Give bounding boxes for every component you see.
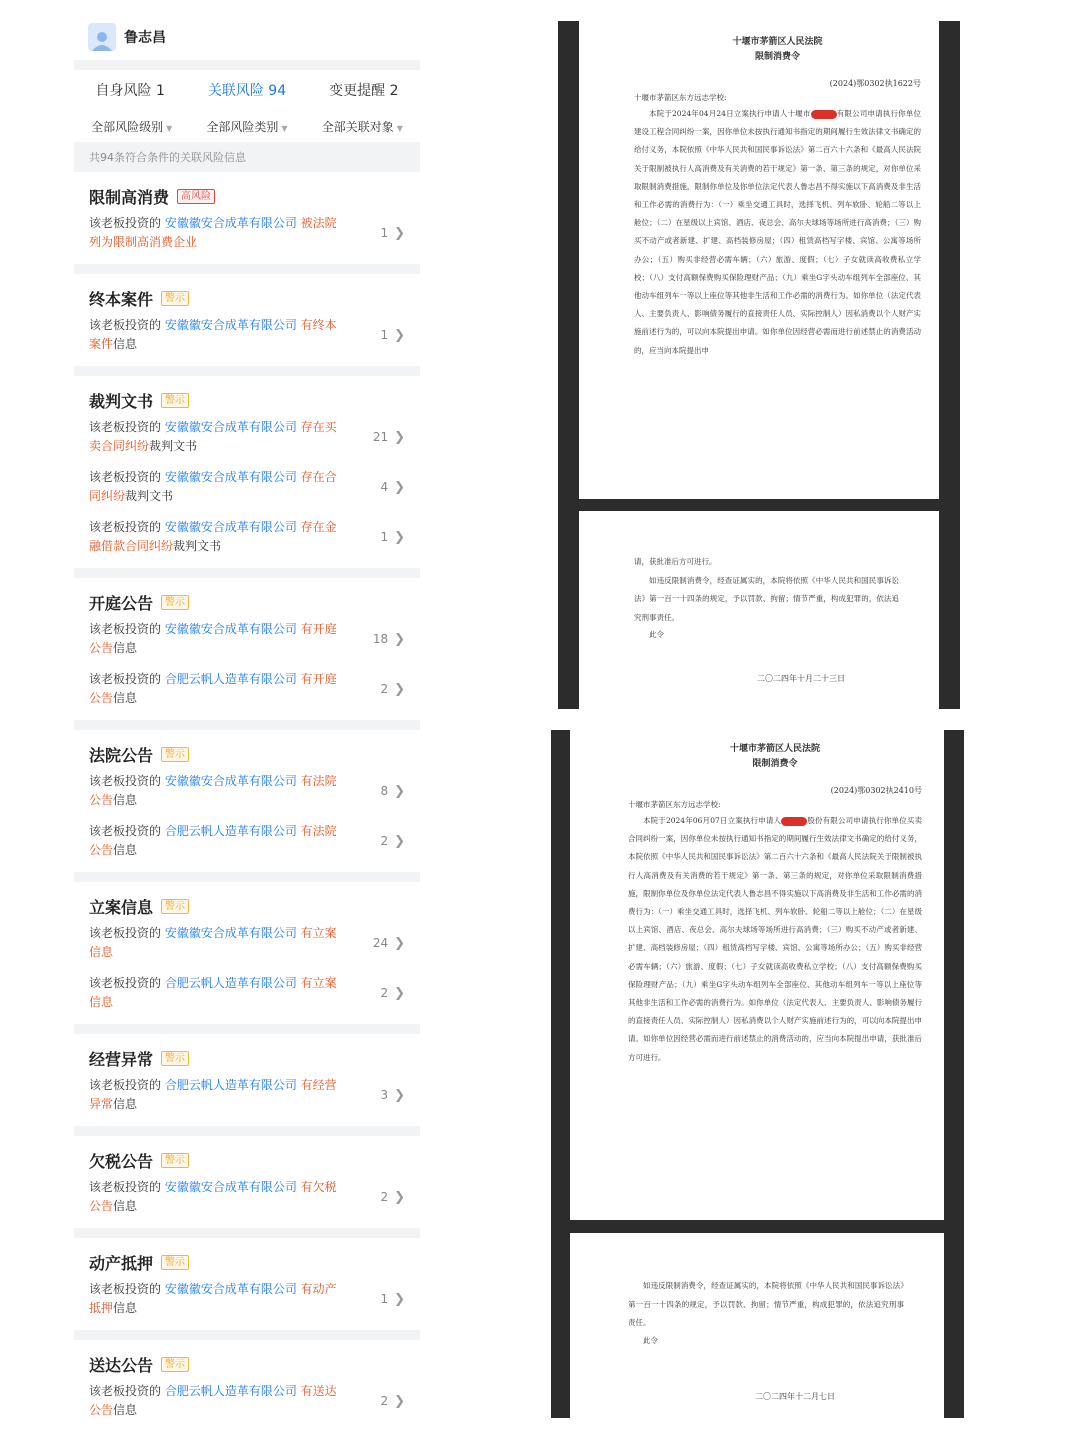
risk-section [74,730,420,872]
section-title: 限制高消费 [89,187,170,207]
risk-row-text: 该老板投资的 安徽徽安合成革有限公司 存在金融借款合同纠纷裁判文书 [89,520,337,553]
risk-level-badge: 警示 [161,747,189,762]
section-header [74,742,420,766]
company-link[interactable]: 安徽徽安合成革有限公司 [164,520,297,534]
doc2-closing: 此令 [643,1335,658,1345]
risk-level-badge: 警示 [161,1153,189,1168]
risk-level-badge: 警示 [161,899,189,914]
risk-count: 1 [380,226,389,240]
risk-row-text: 该老板投资的 安徽徽安合成革有限公司 存在合同纠纷裁判文书 [89,470,337,503]
risk-row-text: 该老板投资的 安徽徽安合成革有限公司 有立案信息 [89,926,337,959]
company-link[interactable]: 安徽徽安合成革有限公司 [164,774,297,788]
risk-row-text: 该老板投资的 安徽徽安合成革有限公司 有欠税公告信息 [89,1180,337,1213]
section-title: 法院公告 [89,745,154,765]
risk-row-text: 该老板投资的 合肥云帆人造革有限公司 有立案信息 [89,976,337,1009]
risk-section-list [74,172,420,1421]
chevron-right-icon: ❯ [394,833,405,849]
risk-row-text: 该老板投资的 合肥云帆人造革有限公司 有经营异常信息 [89,1078,337,1111]
caret-down-icon: ▼ [281,123,288,133]
document-2-page-2 [570,1233,944,1418]
section-title: 开庭公告 [89,593,154,613]
risk-count: 8 [380,784,389,798]
risk-app-screenshot [74,14,420,1421]
section-header [74,1250,420,1274]
risk-section [74,578,420,720]
section-divider [74,872,420,882]
risk-row[interactable] [74,918,420,968]
risk-section [74,172,420,264]
filter-bar [74,110,420,142]
section-divider [74,720,420,730]
risk-section [74,1238,420,1330]
tab-related-risk[interactable]: 关联风险 94 [207,83,287,99]
doc1-continuation: 请，获批准后方可进行。 如违反限制消费令，经查证属实的，本院将依照《中华人民共和国民事诉讼法》第一百一十四条的规定，予以罚款、拘留；情节严重，构成犯罪的，依法追究刑事责任。 [634,557,899,622]
filter-related-object[interactable]: 全部关联对象 ▼ [321,119,403,134]
tab-self-risk[interactable]: 自身风险 1 [95,83,165,99]
risk-type: 有开庭公告 [89,622,337,655]
doc1-closing: 此令 [649,630,664,639]
risk-count: 2 [380,682,389,696]
caret-down-icon: ▼ [166,123,173,133]
risk-row[interactable] [74,1376,420,1421]
doc2-continuation: 如违反限制消费令，经查证属实的，本院将依照《中华人民共和国民事诉讼法》第一百一十四条的规定，予以罚款、拘留；情节严重，构成犯罪的，依法追究刑事责任。 [628,1281,904,1327]
doc2-body: 本院于2024年06月07日立案执行申请人 股份有限公司申请执行你单位买卖合同纠纷一案，因你单位未按执行通知书指定的期间履行生效法律文书确定的给付义务，本院依照《中华人民共和国民事诉讼法》第二百六十六条和《最高人民法院关于限制被执行人高消费及有关消费的若干规定》第一条、第三条的规定，对你单位采取限制消费措施，限制你单位及你单位法定代表人鲁志昌不得实施以下高消费及非生活和工作必需的消费行为：（一）乘坐交通工具时，选择飞机、列车软卧、轮船二等以上舱位；（二）在星级以上宾馆、酒店、夜总会、高尔夫球场等场所进行高消费；（三）购买不动产或者新建、扩建、高档装修房屋；（四）租赁高档写字楼、宾馆、公寓等场所办公；（五）购买非经营必需车辆；（六）旅游、度假；（七）子女就读高收费私立学校；（八）支付高额保费购买保险理财产品；（九）乘坐G字头动车组列车全部座位、其他动车组列车一等以上座位等其他非生活和工作必需的消费行为。如你单位（法定代表人、主要负责人、影响债务履行的直接责任人员、实际控制人）因私消费以个人财产实施前述行为的，可以向本院提出申请。如你单位因经营必需而进行前述禁止的消费活动的，应当向本院提出申请，获批准后方可进行。 [628,816,922,1062]
risk-row-text: 该老板投资的 安徽徽安合成革有限公司 有法院公告信息 [89,774,337,807]
risk-level-badge: 警示 [161,393,189,408]
chevron-right-icon: ❯ [394,935,405,951]
company-link[interactable]: 安徽徽安合成革有限公司 [164,318,297,332]
risk-row-text: 该老板投资的 安徽徽安合成革有限公司 被法院列为限制高消费企业 [89,216,337,249]
risk-row[interactable] [74,462,420,512]
doc1-date: 二〇二四年十月二十三日 [757,674,845,683]
risk-type: 有立案信息 [89,976,337,1009]
company-link[interactable]: 合肥云帆人造革有限公司 [164,824,297,838]
doc1-number: (2024)鄂0302执1622号 [829,79,921,88]
risk-count: 4 [380,480,389,494]
risk-type: 有立案信息 [89,926,337,959]
risk-section [74,882,420,1024]
risk-row[interactable] [74,1274,420,1324]
risk-row-text: 该老板投资的 安徽徽安合成革有限公司 有终本案件信息 [89,318,337,351]
chevron-right-icon: ❯ [394,429,405,445]
risk-type: 有法院公告 [89,774,337,807]
risk-row[interactable] [74,664,420,714]
company-link[interactable]: 安徽徽安合成革有限公司 [164,216,297,230]
result-summary: 共94条符合条件的关联风险信息 [74,142,420,172]
risk-type: 有终本案件 [89,318,337,351]
chevron-right-icon: ❯ [394,529,405,545]
risk-level-badge: 警示 [161,1357,189,1372]
doc2-date: 二〇二四年十二月七日 [755,1392,835,1401]
filter-risk-category[interactable]: 全部风险类别 ▼ [206,119,288,134]
risk-type: 存在合同纠纷 [89,470,337,503]
chevron-right-icon: ❯ [394,1393,405,1409]
company-link[interactable]: 安徽徽安合成革有限公司 [164,926,297,940]
chevron-right-icon: ❯ [394,1291,405,1307]
risk-row[interactable] [74,208,420,258]
risk-type: 被法院列为限制高消费企业 [89,216,337,249]
risk-level-badge: 警示 [161,291,189,306]
section-divider [74,1330,420,1340]
avatar [88,23,116,51]
caret-down-icon: ▼ [396,123,403,133]
section-divider [74,264,420,274]
document-1-page-2 [579,511,939,709]
person-name: 鲁志昌 [124,30,166,46]
company-link[interactable]: 安徽徽安合成革有限公司 [164,622,297,636]
risk-row[interactable] [74,512,420,562]
risk-row-text: 该老板投资的 安徽徽安合成革有限公司 有动产抵押信息 [89,1282,337,1315]
risk-count: 24 [372,936,389,950]
risk-level-badge: 警示 [161,1051,189,1066]
person-header [74,14,420,60]
risk-section [74,1340,420,1421]
risk-row[interactable] [74,1070,420,1120]
chevron-right-icon: ❯ [394,225,405,241]
doc1-title: 限制消费令 [754,52,800,62]
redaction-mark [811,110,837,119]
section-title: 动产抵押 [89,1253,154,1273]
risk-count: 1 [380,1292,389,1306]
risk-type: 有动产抵押 [89,1282,337,1315]
company-link[interactable]: 安徽徽安合成革有限公司 [164,1180,297,1194]
company-link[interactable]: 合肥云帆人造革有限公司 [164,1078,297,1092]
section-title: 送达公告 [89,1355,154,1375]
risk-row-text: 该老板投资的 安徽徽安合成革有限公司 存在买卖合同纠纷裁判文书 [89,420,337,453]
section-header [74,1352,420,1376]
risk-type: 有开庭公告 [89,672,337,705]
doc2-addressee: 十堰市茅箭区东方远志学校: [628,800,721,809]
doc2-number: (2024)鄂0302执2410号 [830,786,922,795]
doc2-title: 限制消费令 [752,759,798,769]
section-header [74,894,420,918]
filter-risk-level[interactable]: 全部风险级别 ▼ [91,119,173,134]
section-title: 裁判文书 [89,391,154,411]
risk-type: 有法院公告 [89,824,337,857]
section-title: 经营异常 [89,1049,154,1069]
doc2-court-name: 十堰市茅箭区人民法院 [729,744,820,754]
risk-row-text: 该老板投资的 安徽徽安合成革有限公司 有开庭公告信息 [89,622,337,655]
risk-level-badge: 警示 [161,595,189,610]
risk-row[interactable] [74,816,420,866]
section-header [74,184,420,208]
chevron-right-icon: ❯ [394,1189,405,1205]
risk-count: 2 [380,1394,389,1408]
company-link[interactable]: 安徽徽安合成革有限公司 [164,420,297,434]
document-image-1 [558,21,960,709]
risk-type: 有送达公告 [89,1384,337,1417]
chevron-right-icon: ❯ [394,1087,405,1103]
risk-section [74,1136,420,1228]
section-divider [74,1126,420,1136]
risk-type: 存在金融借款合同纠纷 [89,520,337,553]
chevron-right-icon: ❯ [394,783,405,799]
doc1-court-name: 十堰市茅箭区人民法院 [732,37,823,47]
risk-count: 21 [372,430,389,444]
company-link[interactable]: 安徽徽安合成革有限公司 [164,1282,297,1296]
risk-row[interactable] [74,1172,420,1222]
risk-row[interactable] [74,614,420,664]
risk-count: 18 [372,632,389,646]
section-title: 终本案件 [89,289,154,309]
risk-section [74,1034,420,1126]
risk-section [74,376,420,568]
document-2-page-1 [570,730,944,1220]
section-header [74,286,420,310]
chevron-right-icon: ❯ [394,327,405,343]
risk-type: 有欠税公告 [89,1180,337,1213]
risk-count: 2 [380,1190,389,1204]
section-header [74,590,420,614]
section-divider [74,1024,420,1034]
risk-row[interactable] [74,766,420,816]
risk-row[interactable] [74,310,420,360]
risk-count: 2 [380,986,389,1000]
section-divider [74,1228,420,1238]
chevron-right-icon: ❯ [394,681,405,697]
chevron-right-icon: ❯ [394,985,405,1001]
company-link[interactable]: 合肥云帆人造革有限公司 [164,976,297,990]
section-title: 立案信息 [89,897,154,917]
company-link[interactable]: 合肥云帆人造革有限公司 [164,672,297,686]
risk-count: 3 [380,1088,389,1102]
doc1-addressee: 十堰市茅箭区东方远志学校: [634,93,727,102]
section-header [74,1046,420,1070]
chevron-right-icon: ❯ [394,479,405,495]
risk-row-text: 该老板投资的 合肥云帆人造革有限公司 有法院公告信息 [89,824,337,857]
chevron-right-icon: ❯ [394,631,405,647]
risk-count: 1 [380,328,389,342]
doc1-body: 本院于2024年04月24日立案执行申请人十堰市 有限公司申请执行你单位建设工程合同纠纷一案，因你单位未按执行通知书指定的期间履行生效法律文书确定的给付义务，本院依照《中华人民共和国民事诉讼法》第二百六十六条和《最高人民法院关于限制被执行人高消费及有关消费的若干规定》第一条、第三条的规定，对你单位采取限制消费措施，限制你单位及你单位法定代表人鲁志昌不得实施以下高消费及非生活和工作必需的消费行为：（一）乘坐交通工具时，选择飞机、列车软卧、轮船二等以上舱位；（二）在星级以上宾馆、酒店、夜总会、高尔夫球场等场所进行高消费；（三）购买不动产或者新建、扩建、高档装修房屋；（四）租赁高档写字楼、宾馆、公寓等场所办公；（五）购买非经营必需车辆；（六）旅游、度假；（七）子女就读高收费私立学校；（八）支付高额保费购买保险理财产品；（九）乘坐G字头动车组列车全部座位、其他动车组列车一等以上座位等其他非生活和工作必需的消费行为。如你单位（法定代表人、主要负责人、影响债务履行的直接责任人员、实际控制人）因私消费以个人财产实施前述行为的，可以向本院提出申请。如你单位因经营必需而进行前述禁止的消费活动的，应当向本院提出申 [634,109,921,355]
risk-count: 2 [380,834,389,848]
divider [74,60,420,70]
document-1-page-1 [579,21,939,499]
risk-type: 存在买卖合同纠纷 [89,420,337,453]
risk-level-badge: 警示 [161,1255,189,1270]
section-divider [74,568,420,578]
risk-row[interactable] [74,412,420,462]
company-link[interactable]: 安徽徽安合成革有限公司 [164,470,297,484]
tab-change-alert[interactable]: 变更提醒 2 [329,83,399,99]
section-divider [74,366,420,376]
risk-level-badge: 高风险 [177,189,215,204]
redaction-mark [781,817,807,826]
person-icon [91,29,113,51]
document-image-2 [551,730,964,1418]
section-header [74,1148,420,1172]
risk-type: 有经营异常 [89,1078,337,1111]
section-title: 欠税公告 [89,1151,154,1171]
company-link[interactable]: 合肥云帆人造革有限公司 [164,1384,297,1398]
section-header [74,388,420,412]
risk-section [74,274,420,366]
risk-tabs [74,70,420,110]
risk-row[interactable] [74,968,420,1018]
risk-count: 1 [380,530,389,544]
risk-row-text: 该老板投资的 合肥云帆人造革有限公司 有送达公告信息 [89,1384,337,1417]
risk-row-text: 该老板投资的 合肥云帆人造革有限公司 有开庭公告信息 [89,672,337,705]
